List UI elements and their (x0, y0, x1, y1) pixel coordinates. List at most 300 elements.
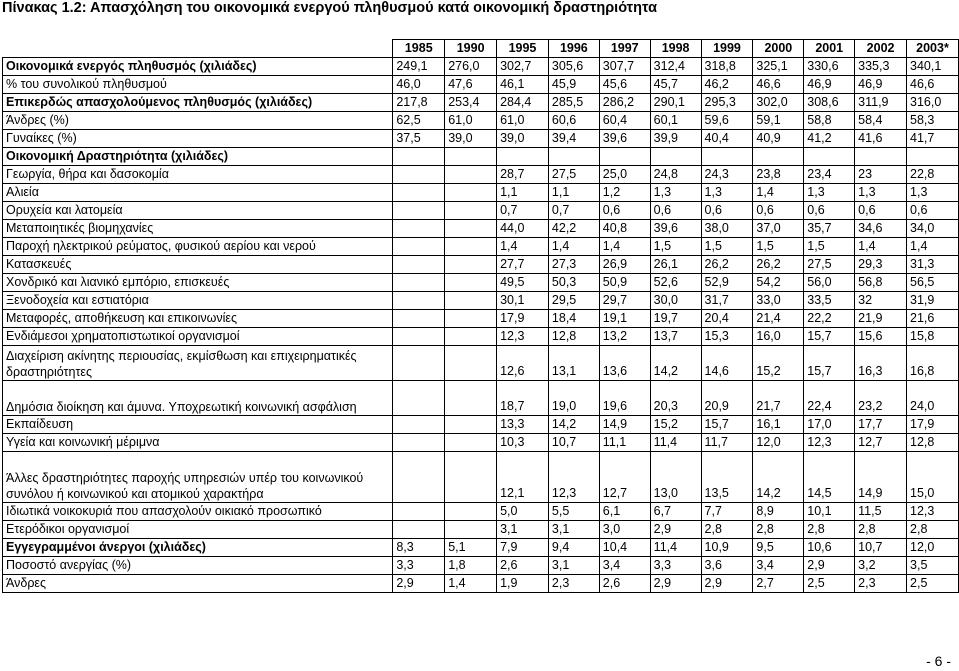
value-cell: 50,9 (599, 274, 650, 292)
value-cell: 1,5 (753, 238, 804, 256)
row-label: Χονδρικό και λιανικό εμπόριο, επισκευές (3, 274, 393, 292)
value-cell: 1,1 (548, 184, 599, 202)
value-cell: 316,0 (907, 94, 959, 112)
value-cell: 22,8 (907, 166, 959, 184)
row-label: Ιδιωτικά νοικοκυριά που απασχολούν οικιακό προσωπικό (3, 503, 393, 521)
table-row (3, 94, 959, 112)
table-row (3, 76, 959, 94)
table-row (3, 184, 959, 202)
table-row (3, 166, 959, 184)
value-cell: 14,9 (599, 416, 650, 434)
value-cell: 29,3 (855, 256, 907, 274)
value-cell: 11,7 (701, 434, 753, 452)
value-cell: 10,1 (804, 503, 855, 521)
value-cell: 312,4 (650, 58, 701, 76)
value-cell: 10,4 (599, 539, 650, 557)
row-label: Ενδιάμεσοι χρηματοπιστωτικοί οργανισμοί (3, 328, 393, 346)
value-cell: 52,6 (650, 274, 701, 292)
value-cell: 50,3 (548, 274, 599, 292)
value-cell: 12,3 (907, 503, 959, 521)
value-cell (445, 184, 497, 202)
row-label: % του συνολικού πληθυσμού (3, 76, 393, 94)
value-cell: 19,0 (548, 381, 599, 416)
value-cell: 39,0 (497, 130, 549, 148)
value-cell (445, 503, 497, 521)
value-cell: 10,7 (548, 434, 599, 452)
value-cell (445, 256, 497, 274)
value-cell: 40,9 (753, 130, 804, 148)
value-cell: 10,9 (701, 539, 753, 557)
row-label: Οικονομικά ενεργός πληθυσμός (χιλιάδες) (3, 58, 393, 76)
value-cell (445, 310, 497, 328)
value-cell: 21,4 (753, 310, 804, 328)
value-cell: 302,0 (753, 94, 804, 112)
value-cell (497, 148, 549, 166)
value-cell: 10,7 (855, 539, 907, 557)
value-cell: 340,1 (907, 58, 959, 76)
value-cell: 13,6 (599, 346, 650, 381)
value-cell: 61,0 (497, 112, 549, 130)
value-cell (445, 521, 497, 539)
value-cell: 31,7 (701, 292, 753, 310)
value-cell: 0,6 (599, 202, 650, 220)
value-cell: 2,6 (497, 557, 549, 575)
value-cell: 12,0 (753, 434, 804, 452)
value-cell: 40,4 (701, 130, 753, 148)
value-cell: 45,9 (548, 76, 599, 94)
value-cell: 2,6 (599, 575, 650, 593)
value-cell: 0,7 (548, 202, 599, 220)
value-cell (445, 381, 497, 416)
value-cell (393, 238, 445, 256)
page-number: - 6 - (926, 653, 951, 669)
value-cell: 49,5 (497, 274, 549, 292)
value-cell (855, 148, 907, 166)
value-cell: 14,9 (855, 452, 907, 503)
value-cell: 14,2 (753, 452, 804, 503)
year-header: 2002 (855, 40, 907, 58)
value-cell: 17,7 (855, 416, 907, 434)
value-cell: 39,9 (650, 130, 701, 148)
value-cell: 11,1 (599, 434, 650, 452)
value-cell: 47,6 (445, 76, 497, 94)
value-cell: 0,6 (804, 202, 855, 220)
value-cell (445, 274, 497, 292)
value-cell (650, 148, 701, 166)
value-cell: 3,3 (393, 557, 445, 575)
row-label: Επικερδώς απασχολούμενος πληθυσμός (χιλιάδες) (3, 94, 393, 112)
table-title: Πίνακας 1.2: Απασχόληση του οικονομικά ενεργού πληθυσμού κατά οικονομική δραστηριότητα (2, 0, 657, 16)
value-cell: 44,0 (497, 220, 549, 238)
value-cell: 13,7 (650, 328, 701, 346)
value-cell: 17,9 (907, 416, 959, 434)
value-cell: 52,9 (701, 274, 753, 292)
value-cell: 12,0 (907, 539, 959, 557)
value-cell (445, 328, 497, 346)
value-cell: 12,7 (599, 452, 650, 503)
value-cell: 1,5 (804, 238, 855, 256)
value-cell: 39,0 (445, 130, 497, 148)
year-header: 1995 (497, 40, 549, 58)
value-cell: 24,8 (650, 166, 701, 184)
value-cell: 17,0 (804, 416, 855, 434)
value-cell: 0,6 (753, 202, 804, 220)
row-label: Εγγεγραμμένοι άνεργοι (χιλιάδες) (3, 539, 393, 557)
value-cell: 11,4 (650, 434, 701, 452)
value-cell: 2,9 (650, 575, 701, 593)
value-cell: 10,6 (804, 539, 855, 557)
value-cell: 1,4 (599, 238, 650, 256)
value-cell: 46,9 (804, 76, 855, 94)
value-cell: 5,1 (445, 539, 497, 557)
value-cell: 58,3 (907, 112, 959, 130)
table-row (3, 503, 959, 521)
value-cell: 0,6 (855, 202, 907, 220)
value-cell: 2,3 (548, 575, 599, 593)
value-cell (393, 346, 445, 381)
value-cell: 41,6 (855, 130, 907, 148)
table-row (3, 274, 959, 292)
value-cell: 15,7 (701, 416, 753, 434)
value-cell (753, 148, 804, 166)
value-cell: 307,7 (599, 58, 650, 76)
value-cell: 0,7 (497, 202, 549, 220)
value-cell: 1,4 (753, 184, 804, 202)
value-cell: 3,1 (548, 521, 599, 539)
value-cell (445, 166, 497, 184)
value-cell: 46,6 (753, 76, 804, 94)
row-label: Ορυχεία και λατομεία (3, 202, 393, 220)
header-row (3, 40, 959, 58)
value-cell: 325,1 (753, 58, 804, 76)
value-cell: 1,3 (855, 184, 907, 202)
value-cell (701, 148, 753, 166)
value-cell: 5,0 (497, 503, 549, 521)
value-cell: 15,7 (804, 328, 855, 346)
value-cell: 305,6 (548, 58, 599, 76)
value-cell: 14,2 (650, 346, 701, 381)
value-cell: 12,3 (497, 328, 549, 346)
value-cell (445, 148, 497, 166)
row-label: Αλιεία (3, 184, 393, 202)
value-cell: 16,8 (907, 346, 959, 381)
value-cell: 39,4 (548, 130, 599, 148)
value-cell: 60,4 (599, 112, 650, 130)
value-cell: 2,5 (804, 575, 855, 593)
value-cell: 11,4 (650, 539, 701, 557)
value-cell: 19,6 (599, 381, 650, 416)
value-cell: 45,6 (599, 76, 650, 94)
value-cell: 59,1 (753, 112, 804, 130)
value-cell: 1,5 (701, 238, 753, 256)
value-cell: 13,3 (497, 416, 549, 434)
year-header: 1996 (548, 40, 599, 58)
value-cell: 27,5 (804, 256, 855, 274)
value-cell: 1,3 (907, 184, 959, 202)
value-cell: 0,6 (650, 202, 701, 220)
table-row (3, 202, 959, 220)
value-cell: 2,5 (907, 575, 959, 593)
row-label: Δημόσια διοίκηση και άμυνα. Υποχρεωτική κοινωνική ασφάλιση (3, 381, 393, 416)
value-cell: 3,4 (599, 557, 650, 575)
value-cell (445, 292, 497, 310)
value-cell: 31,3 (907, 256, 959, 274)
value-cell: 311,9 (855, 94, 907, 112)
value-cell: 23,2 (855, 381, 907, 416)
value-cell: 14,5 (804, 452, 855, 503)
value-cell: 284,4 (497, 94, 549, 112)
value-cell: 27,7 (497, 256, 549, 274)
row-label: Υγεία και κοινωνική μέριμνα (3, 434, 393, 452)
value-cell (907, 148, 959, 166)
value-cell: 3,0 (599, 521, 650, 539)
value-cell: 10,3 (497, 434, 549, 452)
value-cell: 1,9 (497, 575, 549, 593)
value-cell: 25,0 (599, 166, 650, 184)
row-label: Άνδρες (%) (3, 112, 393, 130)
value-cell: 23,8 (753, 166, 804, 184)
value-cell: 1,4 (855, 238, 907, 256)
row-label: Ξενοδοχεία και εστιατόρια (3, 292, 393, 310)
table-row (3, 539, 959, 557)
value-cell: 28,7 (497, 166, 549, 184)
value-cell: 8,9 (753, 503, 804, 521)
value-cell: 56,8 (855, 274, 907, 292)
value-cell (445, 452, 497, 503)
value-cell: 30,1 (497, 292, 549, 310)
value-cell: 8,3 (393, 539, 445, 557)
value-cell: 22,4 (804, 381, 855, 416)
value-cell (445, 202, 497, 220)
value-cell: 12,6 (497, 346, 549, 381)
table-row (3, 346, 959, 381)
value-cell (393, 256, 445, 274)
value-cell: 30,0 (650, 292, 701, 310)
value-cell: 26,9 (599, 256, 650, 274)
value-cell: 302,7 (497, 58, 549, 76)
value-cell: 20,9 (701, 381, 753, 416)
value-cell: 26,1 (650, 256, 701, 274)
value-cell (445, 238, 497, 256)
year-header: 2000 (753, 40, 804, 58)
year-header: 1997 (599, 40, 650, 58)
value-cell: 21,9 (855, 310, 907, 328)
value-cell: 12,7 (855, 434, 907, 452)
row-label: Άλλες δραστηριότητες παροχής υπηρεσιών υπέρ του κοινωνικού συνόλου ή κοινωνικού και ατομικού χαρακτήρα (3, 452, 393, 503)
value-cell: 26,2 (701, 256, 753, 274)
value-cell (393, 503, 445, 521)
value-cell: 1,4 (445, 575, 497, 593)
value-cell (393, 166, 445, 184)
value-cell (393, 148, 445, 166)
value-cell: 15,7 (804, 346, 855, 381)
value-cell: 5,5 (548, 503, 599, 521)
value-cell: 3,3 (650, 557, 701, 575)
value-cell: 54,2 (753, 274, 804, 292)
value-cell: 39,6 (650, 220, 701, 238)
value-cell: 59,6 (701, 112, 753, 130)
value-cell: 3,4 (753, 557, 804, 575)
value-cell: 60,1 (650, 112, 701, 130)
value-cell (393, 434, 445, 452)
value-cell: 19,7 (650, 310, 701, 328)
value-cell: 16,0 (753, 328, 804, 346)
value-cell: 9,4 (548, 539, 599, 557)
value-cell: 2,7 (753, 575, 804, 593)
value-cell: 12,1 (497, 452, 549, 503)
value-cell: 40,8 (599, 220, 650, 238)
employment-table (2, 39, 959, 593)
value-cell: 276,0 (445, 58, 497, 76)
value-cell: 3,1 (497, 521, 549, 539)
value-cell: 42,2 (548, 220, 599, 238)
value-cell: 15,3 (701, 328, 753, 346)
row-label: Ποσοστό ανεργίας (%) (3, 557, 393, 575)
value-cell: 16,3 (855, 346, 907, 381)
row-label: Μεταποιητικές βιομηχανίες (3, 220, 393, 238)
value-cell: 20,3 (650, 381, 701, 416)
value-cell: 27,5 (548, 166, 599, 184)
value-cell: 34,0 (907, 220, 959, 238)
row-label: Οικονομική Δραστηριότητα (χιλιάδες) (3, 148, 393, 166)
value-cell: 308,6 (804, 94, 855, 112)
value-cell: 286,2 (599, 94, 650, 112)
year-header: 1998 (650, 40, 701, 58)
value-cell: 15,0 (907, 452, 959, 503)
value-cell: 15,8 (907, 328, 959, 346)
value-cell: 29,5 (548, 292, 599, 310)
value-cell: 1,4 (548, 238, 599, 256)
value-cell: 1,4 (907, 238, 959, 256)
value-cell: 13,1 (548, 346, 599, 381)
value-cell: 41,2 (804, 130, 855, 148)
value-cell (445, 220, 497, 238)
value-cell: 1,3 (650, 184, 701, 202)
value-cell: 37,5 (393, 130, 445, 148)
value-cell: 2,9 (393, 575, 445, 593)
value-cell: 39,6 (599, 130, 650, 148)
value-cell: 22,2 (804, 310, 855, 328)
value-cell: 2,3 (855, 575, 907, 593)
value-cell: 7,7 (701, 503, 753, 521)
value-cell: 253,4 (445, 94, 497, 112)
value-cell: 13,0 (650, 452, 701, 503)
value-cell: 19,1 (599, 310, 650, 328)
value-cell: 7,9 (497, 539, 549, 557)
value-cell (393, 202, 445, 220)
value-cell: 12,3 (548, 452, 599, 503)
value-cell: 21,6 (907, 310, 959, 328)
value-cell: 14,6 (701, 346, 753, 381)
table-row (3, 575, 959, 593)
value-cell (804, 148, 855, 166)
value-cell (393, 310, 445, 328)
table-row (3, 130, 959, 148)
value-cell (393, 220, 445, 238)
value-cell: 56,0 (804, 274, 855, 292)
value-cell: 318,8 (701, 58, 753, 76)
value-cell: 27,3 (548, 256, 599, 274)
value-cell: 58,8 (804, 112, 855, 130)
row-label: Μεταφορές, αποθήκευση και επικοινωνίες (3, 310, 393, 328)
value-cell: 62,5 (393, 112, 445, 130)
value-cell: 24,0 (907, 381, 959, 416)
value-cell: 6,7 (650, 503, 701, 521)
table-row (3, 112, 959, 130)
value-cell: 2,9 (804, 557, 855, 575)
value-cell: 11,5 (855, 503, 907, 521)
year-header: 2003* (907, 40, 959, 58)
value-cell (445, 416, 497, 434)
value-cell: 1,2 (599, 184, 650, 202)
row-label: Ετερόδικοι οργανισμοί (3, 521, 393, 539)
value-cell: 1,3 (701, 184, 753, 202)
value-cell: 13,2 (599, 328, 650, 346)
table-row (3, 58, 959, 76)
year-header: 1985 (393, 40, 445, 58)
value-cell: 2,8 (907, 521, 959, 539)
year-header: 2001 (804, 40, 855, 58)
value-cell: 1,8 (445, 557, 497, 575)
value-cell: 2,8 (804, 521, 855, 539)
year-header: 1990 (445, 40, 497, 58)
value-cell (548, 148, 599, 166)
value-cell: 3,5 (907, 557, 959, 575)
value-cell: 18,4 (548, 310, 599, 328)
value-cell (393, 416, 445, 434)
value-cell: 24,3 (701, 166, 753, 184)
table-row (3, 521, 959, 539)
value-cell: 23,4 (804, 166, 855, 184)
value-cell: 12,8 (548, 328, 599, 346)
value-cell: 56,5 (907, 274, 959, 292)
value-cell (393, 328, 445, 346)
value-cell: 12,8 (907, 434, 959, 452)
value-cell: 17,9 (497, 310, 549, 328)
value-cell: 33,5 (804, 292, 855, 310)
value-cell: 0,6 (701, 202, 753, 220)
value-cell: 12,3 (804, 434, 855, 452)
value-cell: 295,3 (701, 94, 753, 112)
value-cell: 29,7 (599, 292, 650, 310)
table-row (3, 220, 959, 238)
row-label: Άνδρες (3, 575, 393, 593)
value-cell: 60,6 (548, 112, 599, 130)
value-cell: 249,1 (393, 58, 445, 76)
table-row (3, 256, 959, 274)
value-cell: 58,4 (855, 112, 907, 130)
value-cell: 285,5 (548, 94, 599, 112)
value-cell: 14,2 (548, 416, 599, 434)
value-cell: 2,9 (650, 521, 701, 539)
value-cell: 3,1 (548, 557, 599, 575)
value-cell: 32 (855, 292, 907, 310)
value-cell: 13,5 (701, 452, 753, 503)
row-label: Κατασκευές (3, 256, 393, 274)
table-row (3, 452, 959, 503)
value-cell (393, 381, 445, 416)
value-cell: 38,0 (701, 220, 753, 238)
value-cell: 18,7 (497, 381, 549, 416)
value-cell: 1,3 (804, 184, 855, 202)
value-cell: 16,1 (753, 416, 804, 434)
value-cell: 37,0 (753, 220, 804, 238)
value-cell (393, 184, 445, 202)
table-row (3, 381, 959, 416)
value-cell: 1,1 (497, 184, 549, 202)
value-cell: 33,0 (753, 292, 804, 310)
value-cell (599, 148, 650, 166)
